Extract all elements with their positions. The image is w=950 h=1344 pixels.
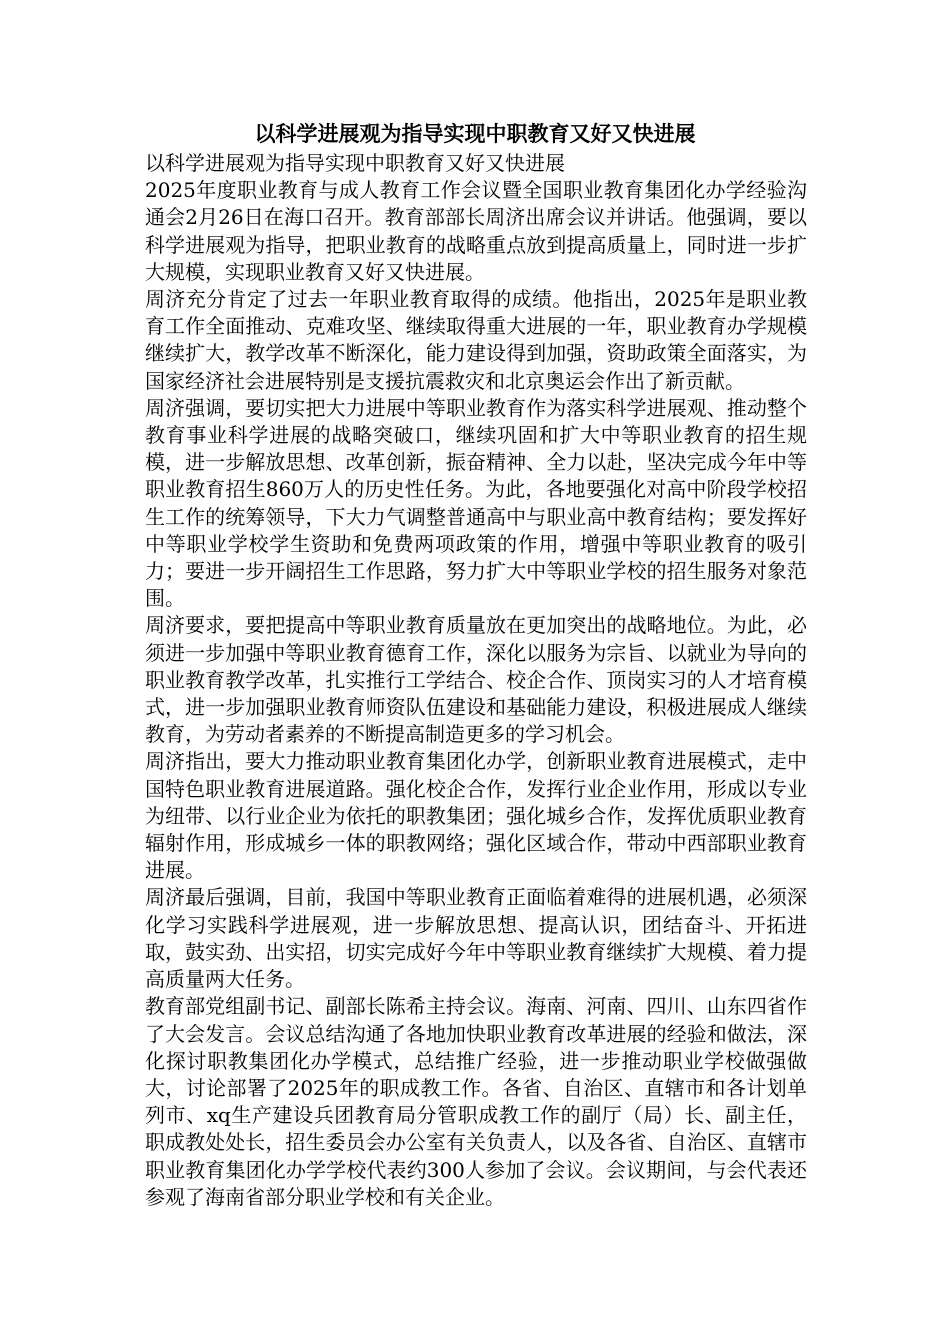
- body-paragraph: 周济要求，要把提高中等职业教育质量放在更加突出的战略地位。为此，必须进一步加强中等职业教育德育工作，深化以服务为宗旨、以就业为导向的职业教育教学改革，扎实推行工学结合、校企合作、顶岗实习的人才培育模式，进一步加强职业教育师资队伍建设和基础能力建设，积极进展成人继续教育，为劳动者素养的不断提高制造更多的学习机会。: [145, 613, 807, 747]
- body-paragraph: 周济最后强调，目前，我国中等职业教育正面临着难得的进展机遇，必须深化学习实践科学进展观，进一步解放思想、提高认识，团结奋斗、开拓进取，鼓实劲、出实招，切实完成好今年中等职业教育继续扩大规模、着力提高质量两大任务。: [145, 885, 807, 992]
- body-paragraph: 周济强调，要切实把大力进展中等职业教育作为落实科学进展观、推动整个教育事业科学进展的战略突破口，继续巩固和扩大中等职业教育的招生规模，进一步解放思想、改革创新，振奋精神、全力以赴，坚决完成今年中等职业教育招生860万人的历史性任务。为此，各地要强化对高中阶段学校招生工作的统筹领导，下大力气调整普通高中与职业高中教育结构；要发挥好中等职业学校学生资助和免费两项政策的作用，增强中等职业教育的吸引力；要进一步开阔招生工作思路，努力扩大中等职业学校的招生服务对象范围。: [145, 395, 807, 611]
- body-paragraph: 周济充分肯定了过去一年职业教育取得的成绩。他指出，2025年是职业教育工作全面推动、克难攻坚、继续取得重大进展的一年，职业教育办学规模继续扩大，教学改革不断深化，能力建设得到加强，资助政策全面落实，为国家经济社会进展特别是支援抗震救灾和北京奥运会作出了新贡献。: [145, 287, 807, 393]
- body-paragraph: 以科学进展观为指导实现中职教育又好又快进展: [145, 151, 565, 175]
- body-paragraph: 周济指出，要大力推动职业教育集团化办学，创新职业教育进展模式，走中国特色职业教育进展道路。强化校企合作，发挥行业企业作用，形成以专业为纽带、以行业企业为依托的职教集团；强化城乡合作，发挥优质职业教育辐射作用，形成城乡一体的职教网络；强化区域合作，带动中西部职业教育进展。: [145, 749, 807, 883]
- body-paragraph: 教育部党组副书记、副部长陈希主持会议。海南、河南、四川、山东四省作了大会发言。会议总结沟通了各地加快职业教育改革进展的经验和做法，深化探讨职教集团化办学模式，总结推广经验，进一步推动职业学校做强做大，讨论部署了2025年的职成教工作。各省、自治区、直辖市和各计划单列市、xq生产建设兵团教育局分管职成教工作的副厅（局）长、副主任，职成教处处长，招生委员会办公室有关负责人，以及各省、自治区、直辖市职业教育集团化办学学校代表约300人参加了会议。会议期间，与会代表还参观了海南省部分职业学校和有关企业。: [145, 994, 807, 1209]
- document-body: [145, 150, 807, 1211]
- body-paragraph: 2025年度职业教育与成人教育工作会议暨全国职业教育集团化办学经验沟通会2月26日在海口召开。教育部部长周济出席会议并讲话。他强调，要以科学进展观为指导，把职业教育的战略重点放到提高质量上，同时进一步扩大规模，实现职业教育又好又快进展。: [145, 178, 807, 284]
- document-title: 以科学进展观为指导实现中职教育又好又快进展: [254, 122, 696, 146]
